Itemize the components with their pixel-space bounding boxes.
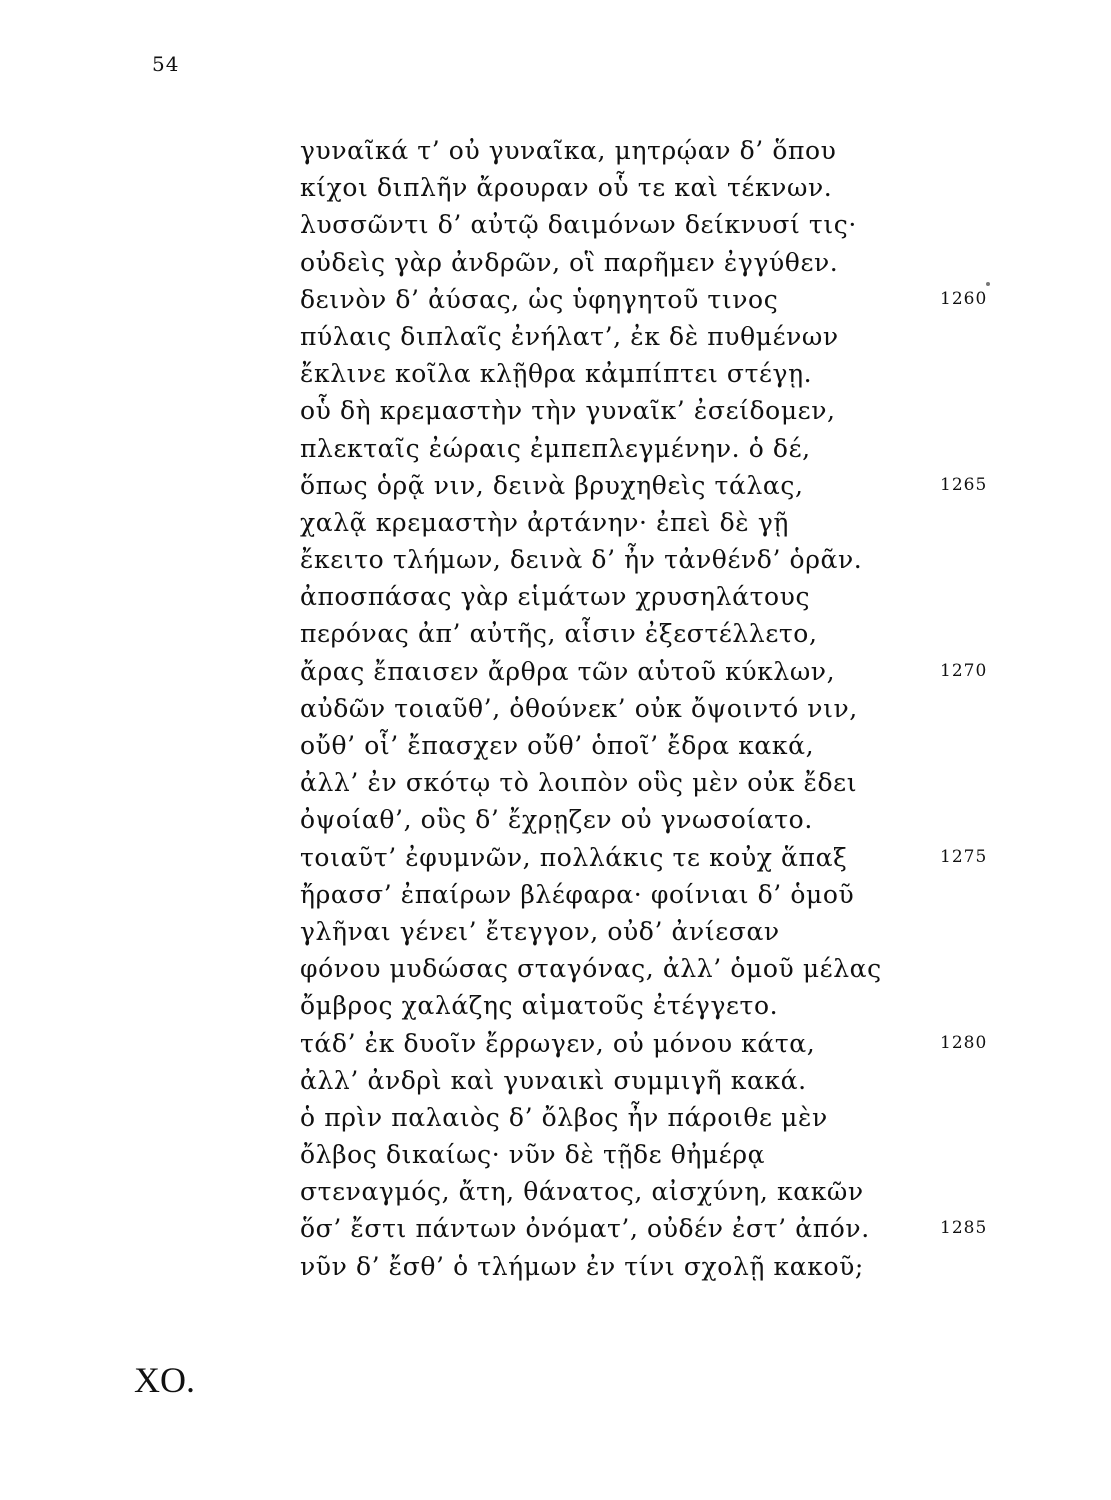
verse-line-text: δεινὸν δ’ ἀύσας, ὡς ὑφηγητοῦ τινος — [300, 284, 779, 314]
verse-line — [300, 727, 1090, 764]
verse-line — [300, 1173, 1090, 1210]
verse-line-text: γλῆναι γένει’ ἔτεγγον, οὐδ’ ἀνίεσαν — [300, 916, 780, 946]
line-number: 1270 — [940, 660, 988, 681]
verse-line-text: ὄλβος δικαίως· νῦν δὲ τῇδε θἠμέρᾳ — [300, 1140, 766, 1170]
verse-line — [300, 801, 1090, 838]
verse-line-text: λυσσῶντι δ’ αὐτῷ δαιμόνων δείκνυσί τις· — [300, 210, 857, 240]
verse-line — [300, 541, 1090, 578]
line-number: 1265 — [940, 474, 988, 495]
verse-line-text: πλεκταῖς ἐώραις ἐμπεπλεγμένην. ὁ δέ, — [300, 433, 811, 463]
verse-line — [300, 392, 1090, 429]
verse-line-text: φόνου μυδώσας σταγόνας, ἀλλ’ ὁμοῦ μέλας — [300, 954, 882, 984]
verse-line-text: ἔκλινε κοῖλα κλῇθρα κἀμπίπτει στέγῃ. — [300, 359, 813, 389]
verse-line-text: ἔκειτο τλήμων, δεινὰ δ’ ἦν τἀνθένδ’ ὁρᾶν. — [300, 545, 863, 575]
verse-line — [300, 1025, 1090, 1062]
verse-line — [300, 430, 1090, 467]
verse-line-text: οὔθ’ οἷ’ ἔπασχεν οὔθ’ ὁποῖ’ ἔδρα κακά, — [300, 731, 815, 760]
verse-line-text: ὁ πρὶν παλαιὸς δ’ ὄλβος ἦν πάροιθε μὲν — [300, 1102, 828, 1132]
verse-line — [300, 132, 1090, 169]
verse-line — [300, 1099, 1090, 1136]
verse-line-text: τοιαῦτ’ ἐφυμνῶν, πολλάκις τε κοὐχ ἅπαξ — [300, 842, 848, 872]
verse-line-text: γυναῖκά τ’ οὐ γυναῖκα, μητρῴαν δ’ ὅπου — [300, 136, 837, 165]
verse-line-text: ὀψοίαθ’, οὓς δ’ ἔχρῃζεν οὐ γνωσοίατο. — [300, 805, 813, 835]
verse-line-text: χαλᾷ κρεμαστὴν ἀρτάνην· ἐπεὶ δὲ γῇ — [300, 507, 789, 537]
verse-line — [300, 318, 1090, 355]
speaker-label: XO. — [134, 1360, 195, 1400]
verse-line-text: ὄμβρος χαλάζης αἱματοῦς ἐτέγγετο. — [300, 991, 779, 1021]
verse-line — [300, 1210, 1090, 1247]
verse-line — [300, 950, 1090, 987]
verse-line — [300, 764, 1090, 801]
verse-line — [300, 1062, 1090, 1099]
verse-line — [300, 355, 1090, 392]
verse-line-text: οὗ δὴ κρεμαστὴν τὴν γυναῖκ’ ἐσείδομεν, — [300, 396, 836, 426]
verse-line-text: ἀλλ’ ἐν σκότῳ τὸ λοιπὸν οὓς μὲν οὐκ ἔδει — [300, 768, 858, 798]
line-number: 1275 — [940, 846, 988, 867]
verse-line — [300, 244, 1090, 281]
verse-line — [300, 281, 1090, 318]
verse-line-text: οὐδεὶς γὰρ ἀνδρῶν, οἳ παρῆμεν ἐγγύθεν. — [300, 247, 839, 277]
verse-line — [300, 1248, 1090, 1285]
verse-line — [300, 504, 1090, 541]
verse-line-text: ἤρασσ’ ἐπαίρων βλέφαρα· φοίνιαι δ’ ὁμοῦ — [300, 879, 855, 909]
verse-line-text: περόνας ἀπ’ αὐτῆς, αἷσιν ἐξεστέλλετο, — [300, 619, 818, 649]
verse-line — [300, 653, 1090, 690]
verse-line — [300, 169, 1090, 206]
verse-line — [300, 467, 1090, 504]
verse-line-text: κίχοι διπλῆν ἄρουραν οὗ τε καὶ τέκνων. — [300, 173, 833, 203]
verse-line-text: τάδ’ ἐκ δυοῖν ἔρρωγεν, οὐ μόνου κάτα, — [300, 1028, 816, 1058]
verse-line-text: στεναγμός, ἄτη, θάνατος, αἰσχύνη, κακῶν — [300, 1177, 864, 1207]
verse-line — [300, 206, 1090, 243]
line-number: 1260 — [940, 288, 988, 309]
verse-line — [300, 578, 1090, 615]
verse-line-text: νῦν δ’ ἔσθ’ ὁ τλήμων ἐν τίνι σχολῇ κακοῦ; — [300, 1251, 864, 1281]
verse-line-text: αὐδῶν τοιαῦθ’, ὁθούνεκ’ οὐκ ὄψοιντό νιν, — [300, 693, 858, 723]
page-number: 54 — [152, 52, 180, 76]
verse-line — [300, 876, 1090, 913]
verse-line-text: ὅπως ὁρᾷ νιν, δεινὰ βρυχηθεὶς τάλας, — [300, 470, 804, 500]
verse-line-text: ἀλλ’ ἀνδρὶ καὶ γυναικὶ συμμιγῆ κακά. — [300, 1065, 807, 1095]
verse-line-text: πύλαις διπλαῖς ἐνήλατ’, ἐκ δὲ πυθμένων — [300, 321, 839, 351]
line-number: 1280 — [940, 1032, 988, 1053]
line-number: 1285 — [940, 1218, 988, 1239]
verse-line — [300, 1136, 1090, 1173]
verse-text-block — [300, 132, 1090, 1285]
verse-line — [300, 839, 1090, 876]
verse-line — [300, 987, 1090, 1024]
verse-line-text: ὅσ’ ἔστι πάντων ὀνόματ’, οὐδέν ἐστ’ ἀπόν. — [300, 1214, 870, 1244]
verse-line — [300, 690, 1090, 727]
verse-line-text: ἀποσπάσας γὰρ εἱμάτων χρυσηλάτους — [300, 582, 811, 612]
verse-line — [300, 615, 1090, 652]
verse-line-text: ἄρας ἔπαισεν ἄρθρα τῶν αὑτοῦ κύκλων, — [300, 656, 836, 686]
verse-line — [300, 913, 1090, 950]
